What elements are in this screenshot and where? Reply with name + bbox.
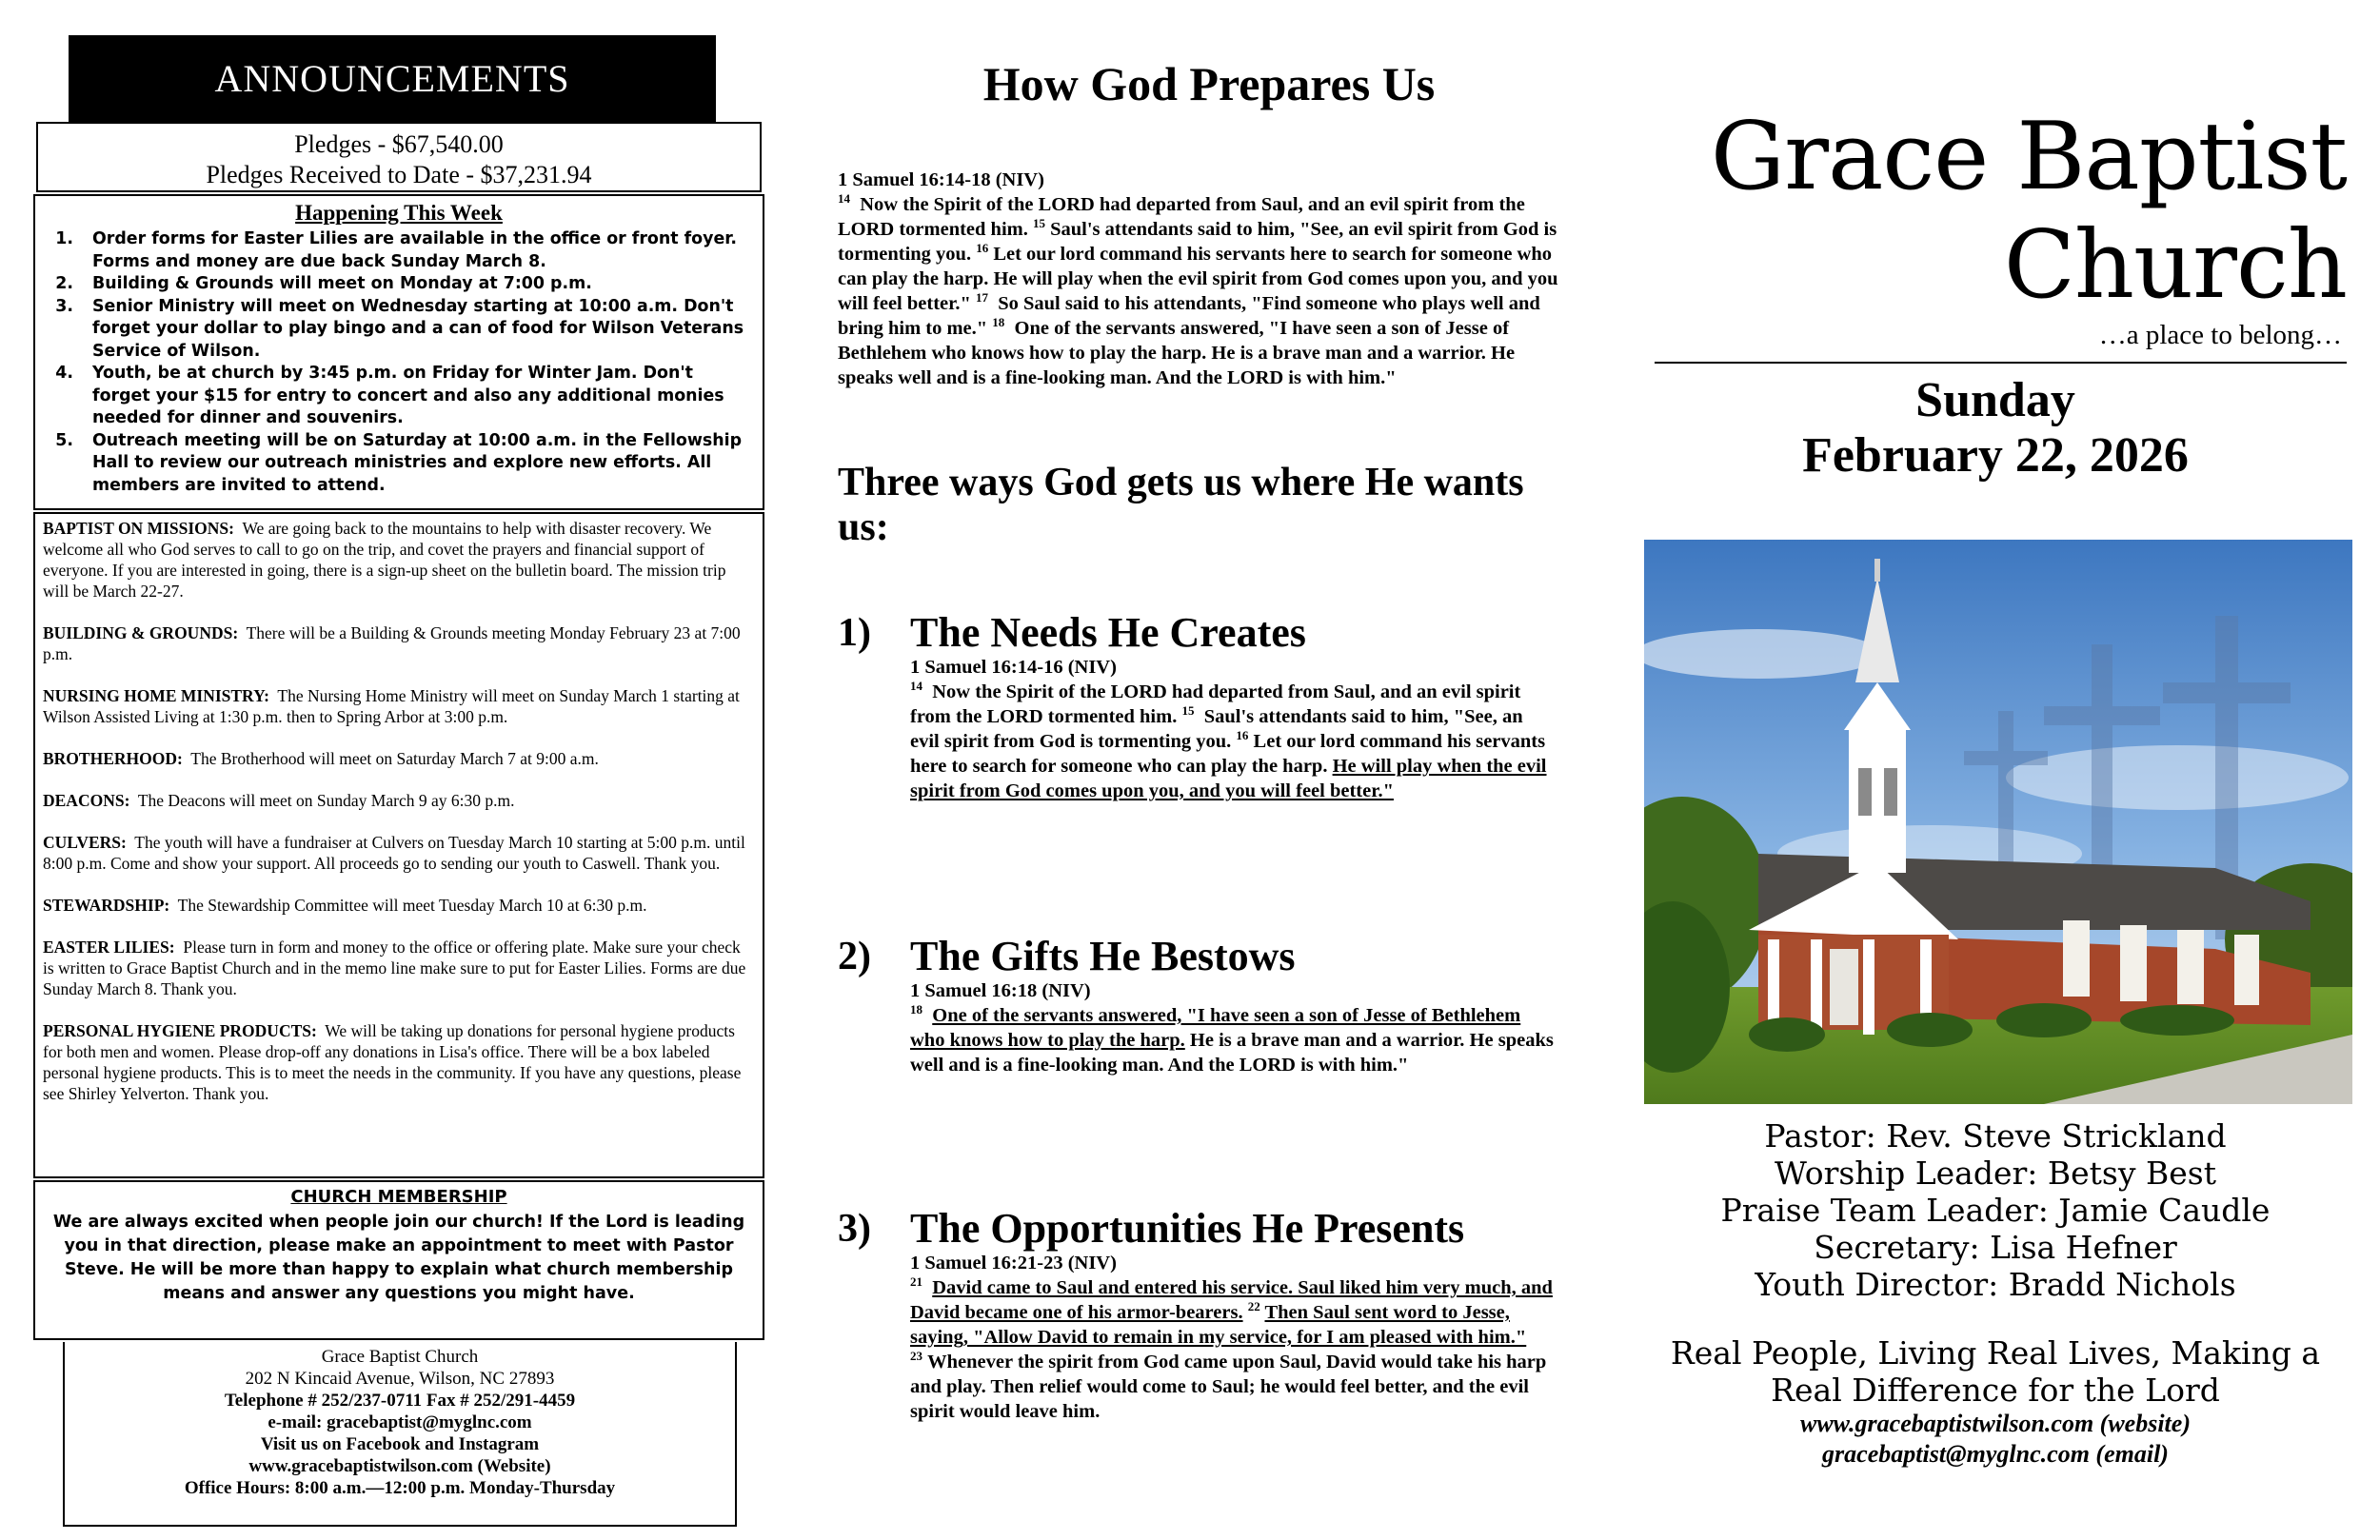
happening-this-week xyxy=(33,194,764,510)
news-item xyxy=(43,622,755,664)
contact-name: Grace Baptist Church xyxy=(321,1347,479,1367)
point-heading: The Opportunities He Presents xyxy=(910,1205,1465,1252)
verse-number: 22 xyxy=(1247,1299,1260,1314)
contact-social: Visit us on Facebook and Instagram xyxy=(260,1434,540,1454)
verse-text-underlined: David came to Saul and entered his service. Saul liked him very much, and David became one of his armor-bearers. xyxy=(910,1277,1553,1323)
news-item xyxy=(43,895,755,916)
cover-website[interactable]: www.gracebaptistwilson.com (website) xyxy=(1800,1410,2191,1437)
happening-title: Happening This Week xyxy=(295,201,503,225)
news-text: The Nursing Home Ministry will meet on Sunday March 1 starting at Wilson Assisted Living at 1:30 p.m. then to Spring Arbor at 3:00 p.m. xyxy=(43,686,740,726)
church-photo xyxy=(1644,540,2352,1104)
news-text: The youth will have a fundraiser at Culvers on Tuesday March 10 starting at 5:00 p.m. until 8:00 p.m. Come and show your support. All proceeds go to sending our youth to Caswell. Thank you. xyxy=(43,833,745,873)
news-item xyxy=(43,1020,755,1104)
point-passage xyxy=(910,655,1554,803)
passage-text xyxy=(910,1275,1554,1424)
church-motto: Real People, Living Real Lives, Making a Real Difference for the Lord xyxy=(1670,1334,2321,1409)
pledges-received: Pledges Received to Date - $37,231.94 xyxy=(206,161,592,188)
verse-text-underlined: He will play when the evil spirit from God comes upon you, and you will feel better." xyxy=(910,756,1547,801)
verse-text: Saul's attendants said to him, "See, an evil spirit from God is tormenting you. xyxy=(910,706,1523,752)
verse-number: 18 xyxy=(910,1002,922,1017)
point-number: 2) xyxy=(838,935,871,978)
news-item xyxy=(43,748,755,769)
church-name-title xyxy=(1637,103,2347,320)
membership-text: We are always excited when people join our church! If the Lord is leading you in that direction, please make an appointment to meet with Pastor Steve. He will be more than happy to explain what church membership means and answer any questions you might have. xyxy=(52,1213,745,1303)
divider xyxy=(1655,362,2347,364)
point-passage xyxy=(910,1251,1554,1424)
point-number: 1) xyxy=(838,611,871,655)
verse-text: Now the Spirit of the LORD had departed from Saul, and an evil spirit from the LORD tormented him. xyxy=(838,194,1525,240)
news-item xyxy=(43,790,755,811)
passage-ref: 1 Samuel 16:14-18 (NIV) xyxy=(838,169,1044,190)
point-passage xyxy=(910,978,1554,1077)
news-label: STEWARDSHIP: xyxy=(43,896,170,915)
verse-text: Let our lord command his servants here to search for someone who can play the harp. xyxy=(838,244,1553,289)
news-item xyxy=(43,937,755,999)
verse-number: 15 xyxy=(1032,216,1045,231)
contact-phone: Telephone # 252/237-0711 Fax # 252/291-4459 xyxy=(224,1391,576,1411)
news-label: CULVERS: xyxy=(43,833,127,852)
staff-secretary: Secretary: Lisa Hefner xyxy=(1814,1229,2177,1266)
service-full-date: February 22, 2026 xyxy=(1802,428,2189,483)
staff-youth-director: Youth Director: Bradd Nichols xyxy=(1755,1266,2236,1303)
cover-contact xyxy=(1637,1409,2353,1470)
news-text: There will be a Building & Grounds meeting Monday February 23 at 7:00 p.m. xyxy=(43,623,741,663)
verse-number: 18 xyxy=(992,315,1005,330)
verse-text-underlined: Then Saul sent word to Jesse, saying, "Allow David to remain in my service, for I am pleased with him." xyxy=(910,1302,1527,1348)
service-date xyxy=(1637,373,2353,484)
news-label: DEACONS: xyxy=(43,791,130,810)
verse-number: 15 xyxy=(1181,703,1195,719)
verse-text: Saul's attendants said to him, "See, an evil spirit from God is tormenting you. xyxy=(838,219,1557,265)
news-text: Please turn in form and money to the office or offering plate. Make sure your check is written to Grace Baptist Church and in the memo line make sure to put for Easter Lilies. Forms are due Sunday March 8. Thank you. xyxy=(43,938,746,998)
pledges-box xyxy=(36,122,762,192)
news-text: The Stewardship Committee will meet Tuesday March 10 at 6:30 p.m. xyxy=(177,896,647,915)
news-section xyxy=(33,512,764,1178)
main-passage xyxy=(838,168,1561,390)
passage-ref: 1 Samuel 16:14-16 (NIV) xyxy=(910,657,1117,678)
point-heading: The Gifts He Bestows xyxy=(910,933,1296,979)
announcements-header: ANNOUNCEMENTS xyxy=(69,35,716,122)
happening-list xyxy=(43,228,755,497)
verse-text: So Saul said to his attendants, "Find someone who plays well and bring him to me." xyxy=(838,293,1540,339)
verse-text: One of the servants answered, "I have seen a son of Jesse of Bethlehem who knows how to play the harp. xyxy=(838,318,1510,364)
verse-number: 17 xyxy=(975,290,988,306)
three-ways-heading: Three ways God gets us where He wants us: xyxy=(838,461,1524,549)
list-item: 2. Building & Grounds will meet on Monday at 7:00 p.m. xyxy=(79,273,755,296)
news-item xyxy=(43,685,755,727)
staff-list xyxy=(1637,1117,2353,1303)
verse-text-underlined: One of the servants answered, "I have seen a son of Jesse of Bethlehem who knows how to play the harp. xyxy=(910,1005,1521,1051)
verse-number: 16 xyxy=(976,241,989,256)
pledges-total: Pledges - $67,540.00 xyxy=(294,130,504,158)
service-day: Sunday xyxy=(1915,373,2075,427)
passage-text xyxy=(838,192,1561,390)
verse-number: 14 xyxy=(838,191,850,207)
list-item: 1. Order forms for Easter Lilies are available in the office or front foyer. Forms and money are due back Sunday March 8. xyxy=(79,228,755,273)
contact-hours: Office Hours: 8:00 a.m.—12:00 p.m. Monday-Thursday xyxy=(184,1478,616,1498)
news-item xyxy=(43,518,755,602)
church-name-line1: Grace Baptist xyxy=(1710,103,2347,211)
news-label: NURSING HOME MINISTRY: xyxy=(43,686,269,705)
news-item xyxy=(43,832,755,874)
contact-address: 202 N Kincaid Avenue, Wilson, NC 27893 xyxy=(245,1369,555,1389)
point-number: 3) xyxy=(838,1207,871,1251)
news-label: BAPTIST ON MISSIONS: xyxy=(43,519,234,538)
verse-text: Whenever the spirit from God came upon Saul, David would take his harp and play. Then relief would come to Saul; he would feel better, and the evil spirit would leave him. xyxy=(910,1352,1547,1422)
list-item: 3. Senior Ministry will meet on Wednesday starting at 10:00 a.m. Don't forget your dollar to play bingo and a can of food for Wilson Veterans Service of Wilson. xyxy=(79,296,755,364)
news-text: The Deacons will meet on Sunday March 9 ay 6:30 p.m. xyxy=(137,791,515,810)
verse-text: He will play when the evil spirit from God comes upon you, and you will feel better." xyxy=(838,268,1558,314)
membership-title: CHURCH MEMBERSHIP xyxy=(290,1187,507,1207)
staff-worship-leader: Worship Leader: Betsy Best xyxy=(1775,1155,2216,1192)
contact-info xyxy=(63,1342,737,1527)
contact-email: e-mail: gracebaptist@myglnc.com xyxy=(268,1412,532,1432)
news-text: We are going back to the mountains to help with disaster recovery. We welcome all who God serves to call to go on the trip, and covet the prayers and financial support of everyone. If you are interested in going, there is a sign-up sheet on the bulletin board. The mission trip will be March 22-27. xyxy=(43,519,726,601)
list-item: 4. Youth, be at church by 3:45 p.m. on Friday for Winter Jam. Don't forget your $15 for entry to concert and also any additional monies needed for dinner and souvenirs. xyxy=(79,363,755,430)
verse-number: 14 xyxy=(910,679,922,694)
news-text: We will be taking up donations for personal hygiene products for both men and women. Please drop-off any donations in Lisa's office. There will be a box labeled personal hygiene products. This is to meet the needs in the community. If you have any questions, please see Shirley Yelverton. Thank you. xyxy=(43,1021,742,1103)
contact-website: www.gracebaptistwilson.com (Website) xyxy=(248,1456,551,1476)
verse-number: 23 xyxy=(910,1349,922,1364)
news-label: PERSONAL HYGIENE PRODUCTS: xyxy=(43,1021,317,1040)
verse-number: 16 xyxy=(1236,728,1249,743)
verse-number: 21 xyxy=(910,1274,922,1290)
news-text: The Brotherhood will meet on Saturday March 7 at 9:00 a.m. xyxy=(190,749,599,768)
church-tagline: …a place to belong… xyxy=(2098,320,2342,350)
news-label: BROTHERHOOD: xyxy=(43,749,183,768)
cover-email[interactable]: gracebaptist@myglnc.com (email) xyxy=(1822,1440,2169,1468)
sermon-title: How God Prepares Us xyxy=(982,57,1436,110)
staff-praise-team-leader: Praise Team Leader: Jamie Caudle xyxy=(1720,1192,2271,1229)
church-name-line2: Church xyxy=(2003,211,2347,320)
passage-text xyxy=(910,680,1554,803)
staff-pastor: Pastor: Rev. Steve Strickland xyxy=(1764,1117,2227,1155)
point-heading: The Needs He Creates xyxy=(910,609,1306,656)
verse-text: He is a brave man and a warrior. He speaks well and is a fine-looking man. And the LORD is with him." xyxy=(910,1030,1554,1076)
news-label: EASTER LILIES: xyxy=(43,938,175,957)
verse-text: Let our lord command his servants here to search for someone who can play the harp. xyxy=(910,731,1546,777)
verse-text: He is a brave man and a warrior. He speaks well and is a fine-looking man. And the LORD is with him." xyxy=(838,343,1516,388)
list-item: 5. Outreach meeting will be on Saturday at 10:00 a.m. in the Fellowship Hall to review our outreach ministries and explore new efforts. All members are invited to attend. xyxy=(79,430,755,498)
church-membership-box xyxy=(33,1180,764,1340)
passage-text xyxy=(910,1003,1554,1077)
passage-ref: 1 Samuel 16:18 (NIV) xyxy=(910,980,1091,1001)
news-label: BUILDING & GROUNDS: xyxy=(43,623,239,642)
passage-ref: 1 Samuel 16:21-23 (NIV) xyxy=(910,1253,1117,1273)
verse-text: Now the Spirit of the LORD had departed from Saul, and an evil spirit from the LORD tormented him. xyxy=(910,681,1521,727)
